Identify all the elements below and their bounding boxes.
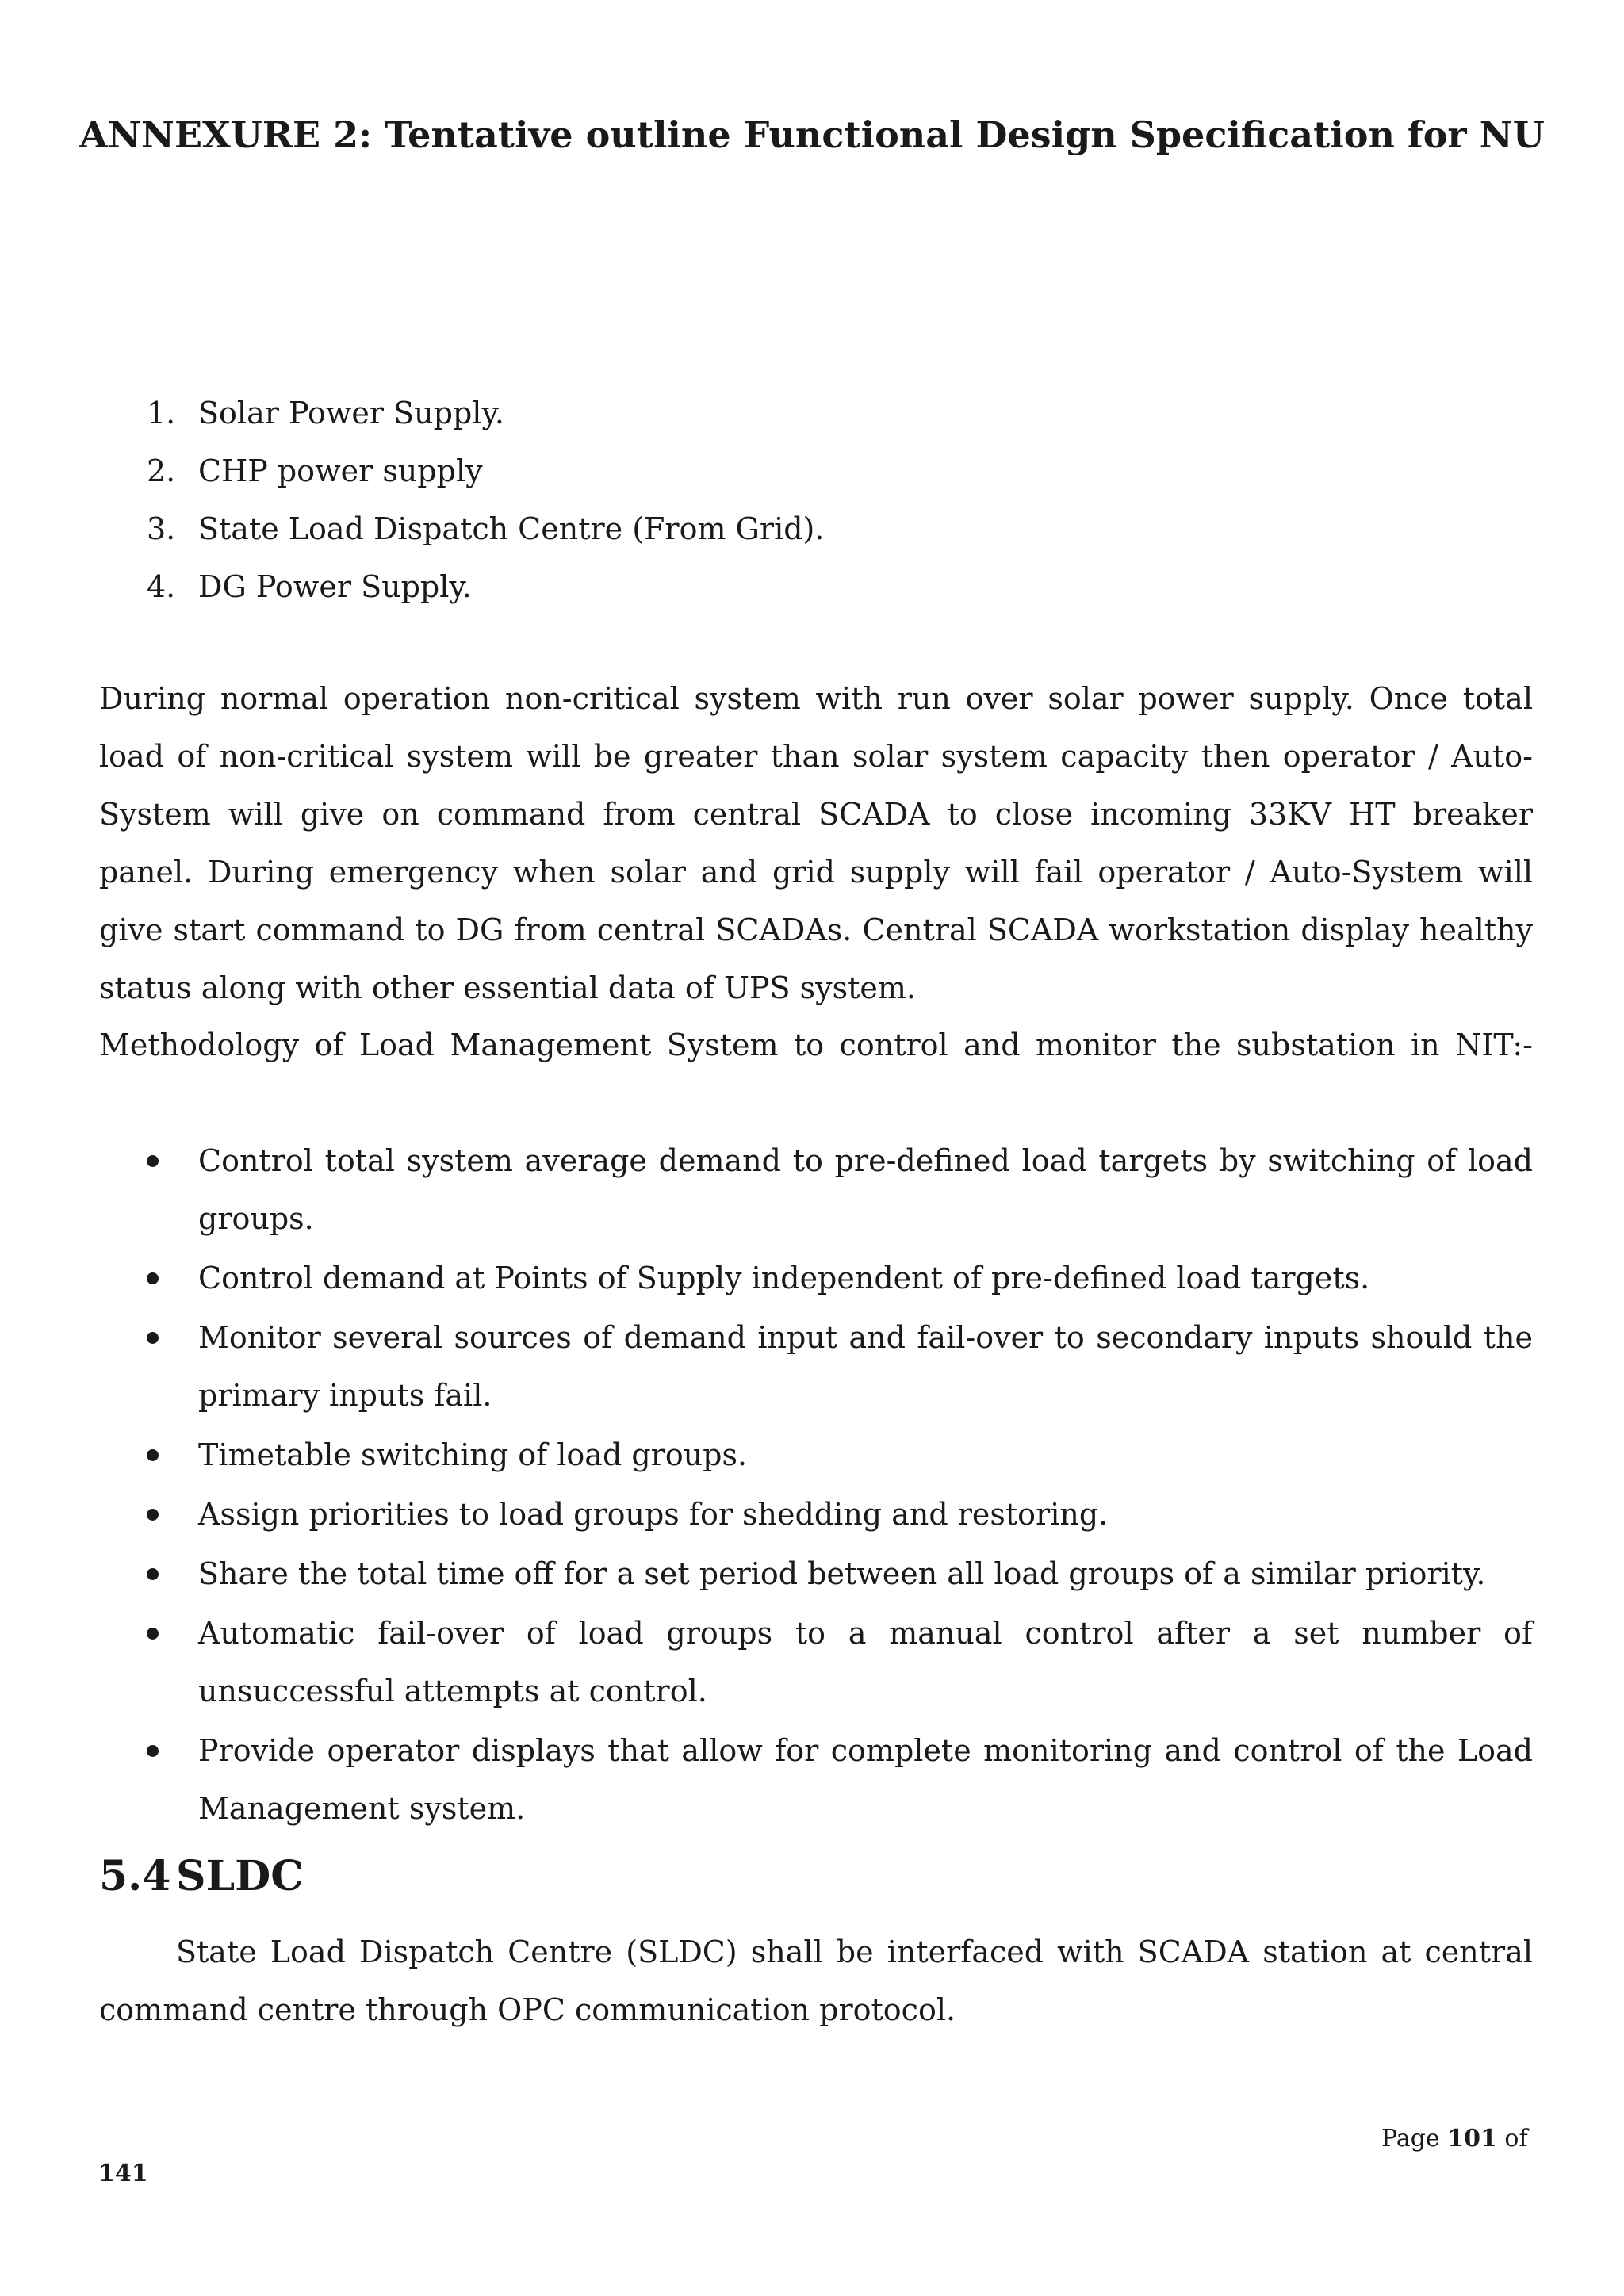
page-of: of [1504, 2125, 1528, 2152]
list-item [147, 442, 824, 500]
page-prefix: Page [1381, 2125, 1440, 2152]
bullet-item [147, 1249, 1533, 1307]
list-item-text: DG Power Supply. [198, 569, 472, 604]
power-supply-list [147, 385, 824, 616]
normal-operation-paragraph: During normal operation non-critical system with run over solar power supply. Once total load of non-critical system will be greater than solar system capacity then operator / Auto-System will give on command from central SCADA to close incoming 33KV HT breaker panel. During emergency when solar and grid supply will fail operator / Auto-System will give start command to DG from central SCADAs. Central SCADA workstation display healthy status along with other essential data of UPS system. [99, 681, 1533, 1005]
bullet-item [147, 1309, 1533, 1425]
bullet-icon [147, 1449, 159, 1461]
bullet-icon [147, 1332, 159, 1344]
bullet-item [147, 1486, 1533, 1544]
list-item-text: Solar Power Supply. [198, 396, 504, 430]
bullet-text: Automatic fail-over of load groups to a manual control after a set number of unsuccessful attempts at control. [198, 1616, 1533, 1709]
methodology-intro: Methodology of Load Management System to control and monitor the substation in NIT:- [99, 1027, 1533, 1062]
list-item-number: 4. [147, 569, 176, 604]
list-item [147, 385, 824, 442]
list-item-number: 1. [147, 396, 176, 430]
bullet-text: Timetable switching of load groups. [198, 1437, 748, 1472]
bullet-text: Control total system average demand to pre-defined load targets by switching of load groups. [198, 1143, 1533, 1236]
bullet-icon [147, 1745, 159, 1757]
bullet-text: Assign priorities to load groups for shedding and restoring. [198, 1497, 1109, 1532]
bullet-text: Share the total time off for a set period between all load groups of a similar priority. [198, 1556, 1486, 1591]
annexure-title: ANNEXURE 2: Tentative outline Functional Design Specification for NU [79, 113, 1545, 156]
section-heading [99, 1849, 304, 1904]
section-number: 5.4 [99, 1852, 171, 1900]
bullet-icon [147, 1272, 159, 1284]
bullet-icon [147, 1568, 159, 1580]
list-item [147, 500, 824, 558]
bullet-icon [147, 1509, 159, 1521]
bullet-item [147, 1132, 1533, 1248]
page-number-footer [1381, 2123, 1528, 2155]
bullet-icon [147, 1628, 159, 1640]
section-title: SLDC [176, 1852, 304, 1900]
bullet-text: Provide operator displays that allow for complete monitoring and control of the Load Management system. [198, 1733, 1533, 1826]
bullet-item [147, 1722, 1533, 1838]
bullet-text: Monitor several sources of demand input and fail-over to secondary inputs should the primary inputs fail. [198, 1320, 1533, 1413]
bullet-item [147, 1605, 1533, 1720]
list-item-number: 2. [147, 453, 176, 488]
bullet-item [147, 1426, 1533, 1484]
list-item-number: 3. [147, 511, 176, 546]
list-item-text: State Load Dispatch Centre (From Grid). [198, 511, 825, 546]
bullet-item [147, 1545, 1533, 1603]
page-current: 101 [1447, 2125, 1497, 2152]
bullet-icon [147, 1155, 159, 1167]
list-item [147, 558, 824, 616]
methodology-bullet-list [147, 1132, 1533, 1839]
bullet-text: Control demand at Points of Supply independent of pre-defined load targets. [198, 1261, 1370, 1295]
list-item-text: CHP power supply [198, 453, 483, 488]
page-total: 141 [98, 2160, 148, 2187]
sldc-paragraph: State Load Dispatch Centre (SLDC) shall be interfaced with SCADA station at central command centre through OPC communication protocol. [99, 1934, 1533, 2027]
